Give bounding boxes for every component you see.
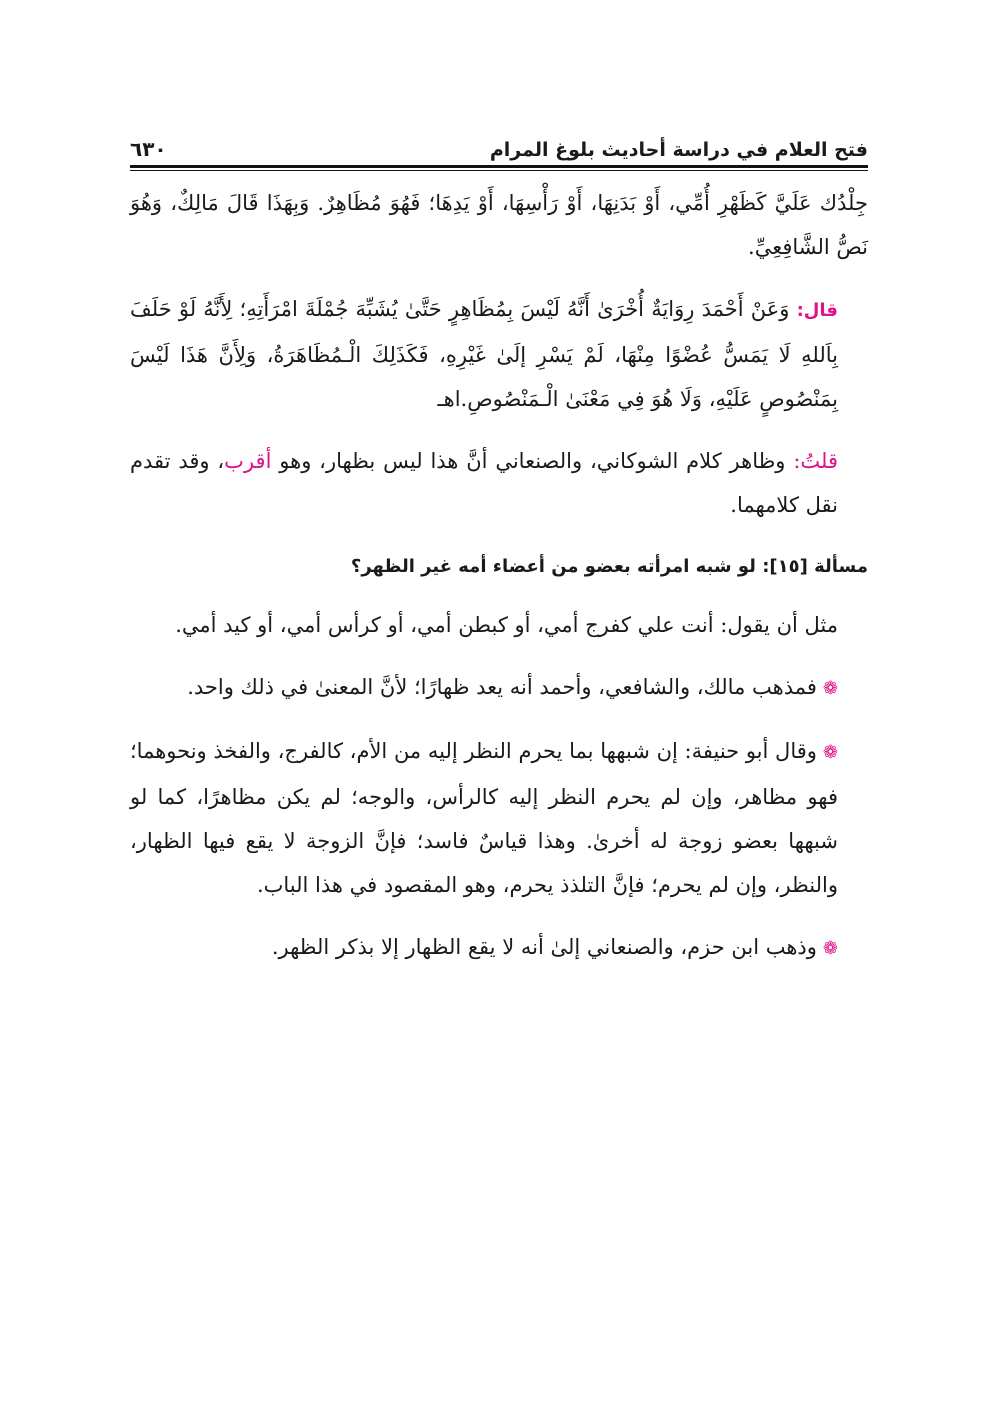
bullet-paragraph-1 xyxy=(130,665,868,711)
bullet-paragraph-2 xyxy=(130,729,868,907)
header-rule-thin xyxy=(130,170,868,171)
flower-bullet-icon: ❁ xyxy=(822,742,838,763)
comment-text-a: وظاهر كلام الشوكاني، والصنعاني أنَّ هذا ليس بظهار، وهو xyxy=(279,449,786,473)
question-text: لو شبه امرأته بعضو من أعضاء أمه غير الظهر؟ xyxy=(350,556,756,577)
bullet-text-1: فمذهب مالك، والشافعي، وأحمد أنه يعد ظهارًا؛ لأنَّ المعنىٰ في ذلك واحد. xyxy=(187,675,817,699)
paragraph-comment xyxy=(130,439,868,527)
question-label: مسألة [١٥]: xyxy=(762,556,868,577)
comment-text-b: ، وقد تقدم نقل كلامهما. xyxy=(130,449,838,517)
flower-bullet-icon: ❁ xyxy=(822,678,838,699)
page-header xyxy=(130,125,868,161)
quote-text: وَعَنْ أَحْمَدَ رِوَايَةٌ أُخْرَىٰ أَنَّهُ لَيْسَ بِمُظَاهِرٍ حَتَّىٰ يُشَبِّهَ جُمْلَةَ امْرَأَتِهِ؛ لِأَنَّهُ لَوْ حَلَفَ بِاَللهِ لَا يَمَسُّ عُضْوًا مِنْهَا، لَمْ يَسْرِ إلَىٰ غَيْرِهِ، فَكَذَلِكَ الْـمُظَاهَرَةُ، وَلِأَنَّ هَذَا لَيْسَ بِمَنْصُوصٍ عَلَيْهِ، وَلَا هُوَ فِي مَعْنَىٰ الْـمَنْصُوصِ.اهـ xyxy=(130,297,838,411)
header-rule-thick xyxy=(130,165,868,168)
book-page xyxy=(130,125,868,971)
paragraph-quote xyxy=(130,287,868,421)
bullet-paragraph-3 xyxy=(130,925,868,971)
bullet-text-3: وذهب ابن حزم، والصنعاني إلىٰ أنه لا يقع الظهار إلا بذكر الظهر. xyxy=(271,935,817,959)
quote-label: قال: xyxy=(796,300,838,321)
page-number: ٦٣٠ xyxy=(130,137,167,161)
comment-label: قلتُ: xyxy=(793,449,838,473)
bullet-text-2: وقال أبو حنيفة: إن شبهها بما يحرم النظر إليه من الأم، كالفرج، والفخذ ونحوهما؛ فهو مظاهر، وإن لم يحرم النظر إليه كالرأس، والوجه؛ لم يكن مظاهرًا، كما لو شبهها بعضو زوجة له أخرىٰ. وهذا قياسٌ فاسد؛ فإنَّ الزوجة لا يقع فيها الظهار، والنظر، وإن لم يحرم؛ فإنَّ التلذذ يحرم، وهو المقصود في هذا الباب. xyxy=(130,739,838,897)
paragraph-example: مثل أن يقول: أنت علي كفرج أمي، أو كبطن أمي، أو كرأس أمي، أو كيد أمي. xyxy=(175,613,838,637)
comment-highlight: أقرب xyxy=(224,449,272,473)
flower-bullet-icon: ❁ xyxy=(822,938,838,959)
paragraph-continuation: جِلْدُك عَلَيَّ كَظَهْرِ أُمِّي، أَوْ بَدَنِهَا، أَوْ رَأْسِهَا، أَوْ يَدِهَا؛ فَهُوَ مُظَاهِرٌ. وَبِهَذَا قَالَ مَالِكٌ، وَهُوَ نَصُّ الشَّافِعِيِّ. xyxy=(130,191,868,259)
running-title: فتح العلام في دراسة أحاديث بلوغ المرام xyxy=(489,139,868,161)
question-heading xyxy=(130,545,868,589)
